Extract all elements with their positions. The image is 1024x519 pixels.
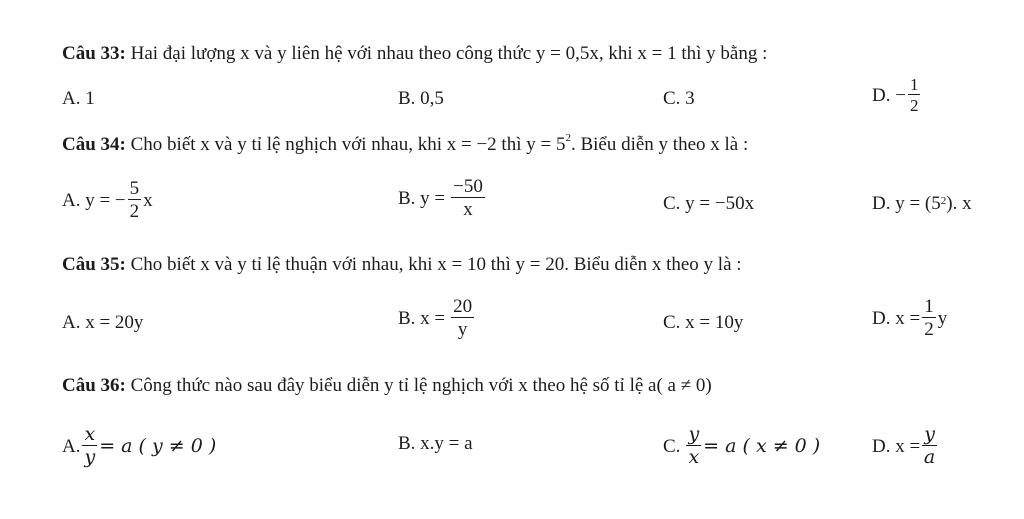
q34-option-c: C. y = −50x <box>663 193 755 214</box>
fraction-denominator: x <box>688 446 700 468</box>
fraction-numerator: −50 <box>453 176 483 197</box>
q34-option-b-prefix: B. y = <box>398 187 446 209</box>
q36-option-c-fraction <box>686 425 701 467</box>
question-34-text-after: . Biểu diễn y theo x là : <box>570 134 749 155</box>
question-33-label: Câu 33: <box>62 43 126 64</box>
q36-option-b: B. x.y = a <box>398 433 473 454</box>
question-35 <box>62 255 742 274</box>
fraction-denominator: 2 <box>129 201 140 222</box>
q34-option-a-suffix: x <box>143 189 153 211</box>
q36-option-d-fraction <box>922 425 937 467</box>
fraction-denominator: y <box>84 446 96 468</box>
q35-option-a: A. x = 20y <box>62 312 144 333</box>
fraction-numerator: 20 <box>453 296 473 317</box>
q33-option-d-prefix: D. − <box>872 84 906 106</box>
q36-option-a-suffix: = a ( y ≠ 0 ) <box>99 434 217 457</box>
q35-option-d-fraction <box>922 297 936 339</box>
fraction-denominator: 2 <box>924 319 934 340</box>
q36-option-a-prefix: A. <box>62 435 81 457</box>
question-33-text: Hai đại lượng x và y liên hệ với nhau theo công thức y = 0,5x, khi x = 1 thì y bằng : <box>125 43 768 64</box>
q36-option-d <box>872 425 939 467</box>
q34-option-a-prefix: A. y = − <box>62 189 126 211</box>
question-36-text: Công thức nào sau đây biểu diễn y tỉ lệ nghịch với x theo hệ số tỉ lệ a( a ≠ 0) <box>125 375 712 396</box>
fraction-denominator: y <box>457 319 468 340</box>
q36-option-d-prefix: D. x = <box>872 435 921 457</box>
question-33 <box>62 44 767 63</box>
fraction-numerator: 5 <box>129 178 140 199</box>
q36-option-c-prefix: C. <box>663 435 681 457</box>
q34-option-d-sup: 2 <box>940 195 947 207</box>
q35-option-d-prefix: D. x = <box>872 307 921 329</box>
q33-option-c: C. 3 <box>663 88 695 109</box>
fraction-numerator: x <box>84 423 96 445</box>
q34-option-a-fraction <box>128 179 142 221</box>
q34-option-b-fraction <box>451 177 485 219</box>
q33-option-d <box>872 76 922 114</box>
fraction-denominator: 2 <box>909 96 919 115</box>
q35-option-c: C. x = 10y <box>663 312 744 333</box>
q35-option-b-prefix: B. x = <box>398 307 446 329</box>
q35-option-d <box>872 297 947 339</box>
q36-option-a <box>62 425 216 467</box>
q36-option-a-fraction <box>82 425 97 467</box>
q35-option-b-fraction <box>451 297 474 339</box>
fraction-numerator: y <box>688 423 700 445</box>
q34-option-d-suffix: ). x <box>946 193 972 214</box>
q34-option-b <box>398 177 487 219</box>
q35-option-d-suffix: y <box>937 307 948 329</box>
question-34 <box>62 132 749 155</box>
q36-option-c <box>663 425 820 467</box>
q33-option-d-fraction <box>908 76 921 114</box>
question-34-label: Câu 34: <box>62 134 126 155</box>
question-35-text: Cho biết x và y tỉ lệ thuận với nhau, khi x = 10 thì y = 20. Biểu diễn x theo y là : <box>125 254 742 275</box>
q35-option-b <box>398 297 476 339</box>
q34-option-d-prefix: D. y = (5 <box>872 193 941 214</box>
question-36 <box>62 376 712 395</box>
fraction-denominator: a <box>923 446 936 468</box>
q34-option-d <box>872 194 972 213</box>
question-34-text: Cho biết x và y tỉ lệ nghịch với nhau, khi x = −2 thì y = 5 <box>125 134 566 155</box>
fraction-numerator: 1 <box>924 296 934 317</box>
q36-option-c-suffix: = a ( x ≠ 0 ) <box>703 434 821 457</box>
fraction-denominator: x <box>463 199 473 220</box>
q33-option-b: B. 0,5 <box>398 88 444 109</box>
question-36-label: Câu 36: <box>62 375 126 396</box>
fraction-numerator: y <box>924 423 935 445</box>
question-35-label: Câu 35: <box>62 254 126 275</box>
fraction-numerator: 1 <box>909 75 919 94</box>
question-34-sup: 2 <box>565 132 571 144</box>
q34-option-a <box>62 179 153 221</box>
q33-option-a: A. 1 <box>62 88 95 109</box>
